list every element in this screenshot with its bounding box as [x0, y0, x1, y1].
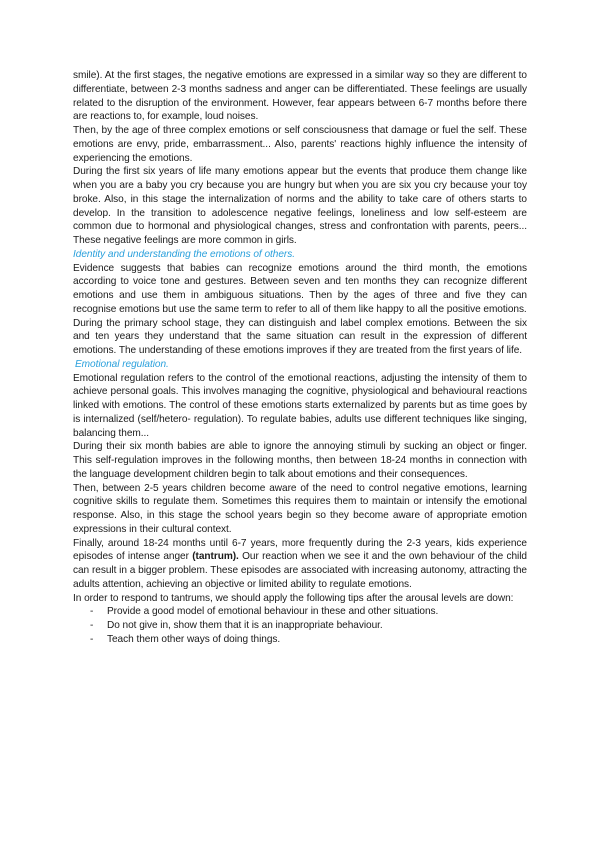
dash-bullet: - [90, 620, 94, 631]
paragraph-text: Our reaction when we see it and the own behaviour of the child can result in a bigger problem. These episodes are associated with increasing autonomy, attracting the adults attention, achieving an objective or limited ability to regulate emotions. [73, 551, 527, 590]
list-item [73, 605, 527, 619]
list-item-text: Do not give in, show them that it is an inappropriate behaviour. [107, 620, 383, 631]
paragraph: During the first six years of life many emotions appear but the events that produce them change like when you are a baby you cry because you are hungry but when you are six you cry because your toy broke. Also, in this stage the internalization of norms and the ability to take care of others starts to develop. In the transition to adolescence negative feelings, loneliness and low self-esteem are common due to hormonal and physiological changes, stress and confrontation with parents, peers... These negative feelings are more common in girls. [73, 166, 527, 246]
dash-bullet: - [90, 633, 94, 645]
bold-term-tantrum: (tantrum). [192, 551, 239, 563]
tips-list [73, 605, 527, 646]
paragraph: Then, by the age of three complex emotions or self consciousness that damage or fuel the self. These emotions are envy, pride, embarrassment... Also, parents' reactions highly influence the intensity of experiencing the emotions. [73, 125, 527, 164]
paragraph: Emotional regulation refers to the control of the emotional reactions, adjusting the intensity of them to achieve personal goals. This involves managing the cognitive, physiological and behavioural reactions linked with emotions. The control of these emotions starts externalized by parents but as time goes by is internalized (self/hetero- regulation). To regulate babies, adults use different techniques like singing, balancing them... [73, 372, 527, 439]
list-item-text: Provide a good model of emotional behaviour in these and other situations. [107, 606, 439, 618]
document-page [73, 69, 527, 647]
paragraph: During the primary school stage, they can distinguish and label complex emotions. Between the six and ten years they understand that the same situation can result in the expression of different emotions. The understanding of these emotions improves if they are treated from the first years of life. [73, 317, 527, 356]
paragraph-tantrum [73, 537, 527, 592]
paragraph-text: Finally, around 18-24 months until 6-7 years, more frequently during the 2-3 years, kids experience episodes of intense anger [73, 537, 527, 563]
paragraph: During their six month babies are able to ignore the annoying stimuli by sucking an object or finger. This self-regulation improves in the following months, then between 18-24 months in connection with the language development children begin to talk about emotions and their consequences. [73, 441, 527, 480]
paragraph: Evidence suggests that babies can recognize emotions around the third month, the emotions according to voice tone and gestures. Between seven and ten months they can recognize different emotions and use them in ambiguous situations. Then by the ages of three and five they can recognise emotions but use the same term to refer to all of them like happy to all the positive emotions. [73, 262, 527, 315]
list-item [73, 619, 527, 633]
paragraph: Then, between 2-5 years children become aware of the need to control negative emotions, learning cognitive skills to regulate them. Sometimes this requires them to maintain or intensify the emotional response. Also, in this stage the school years begin so they become aware of appropriate emotion expressions in their cultural context. [73, 482, 527, 535]
list-item [73, 633, 527, 647]
list-item-text: Teach them other ways of doing things. [107, 633, 281, 645]
section-heading-identity: Identity and understanding the emotions of others. [73, 248, 295, 260]
dash-bullet: - [90, 606, 94, 618]
paragraph: smile). At the first stages, the negative emotions are expressed in a similar way so they are different to differentiate, between 2-3 months sadness and anger can be differentiated. These feelings are usually related to the disruption of the environment. However, fear appears between 6-7 months before there are reactions to, for example, loud noises. [73, 70, 527, 123]
section-heading-emotional-regulation: Emotional regulation. [75, 358, 169, 370]
paragraph: In order to respond to tantrums, we should apply the following tips after the arousal levels are down: [73, 592, 514, 604]
